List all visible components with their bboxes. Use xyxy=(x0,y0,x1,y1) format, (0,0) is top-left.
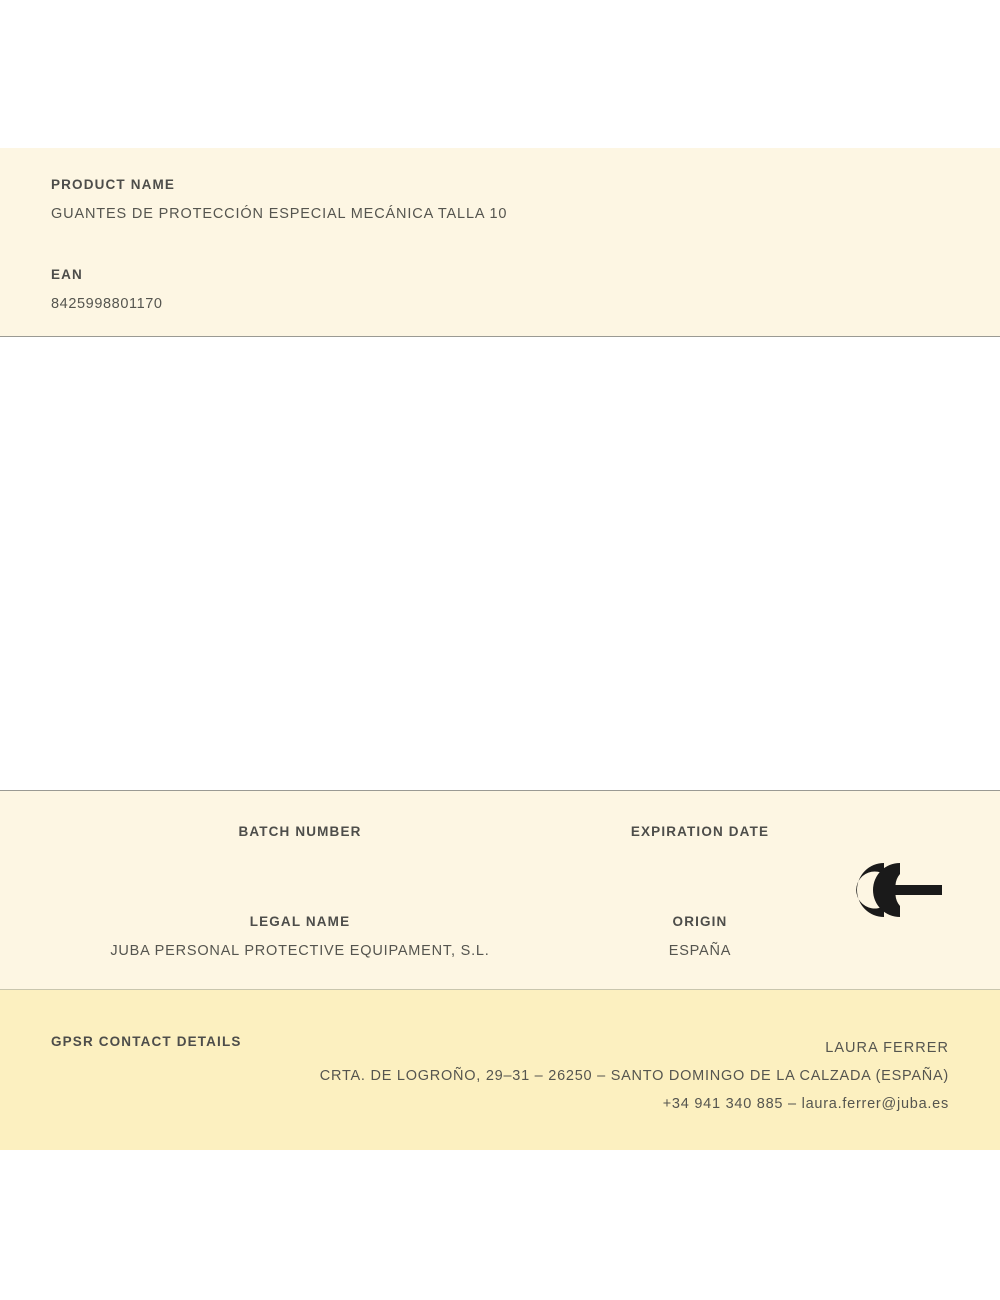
gpsr-contact-phone-email: +34 941 340 885 – laura.ferrer@juba.es xyxy=(662,1096,949,1112)
ce-mark-icon xyxy=(842,853,952,927)
gpsr-contact-section xyxy=(0,990,1000,1150)
product-details-section xyxy=(0,148,1000,337)
gpsr-contact-address: CRTA. DE LOGROÑO, 29–31 – 26250 – SANTO DOMINGO DE LA CALZADA (ESPAÑA) xyxy=(319,1068,949,1084)
ean-value: 8425998801170 xyxy=(51,296,163,312)
batch-number-label: BATCH NUMBER xyxy=(238,824,362,839)
gpsr-contact-details-label: GPSR CONTACT DETAILS xyxy=(51,1034,242,1049)
product-name-label: PRODUCT NAME xyxy=(51,177,176,192)
ean-label: EAN xyxy=(51,267,83,282)
origin-label: ORIGIN xyxy=(672,914,728,929)
gpsr-contact-name: LAURA FERRER xyxy=(825,1040,949,1056)
empty-content-area xyxy=(0,337,1000,790)
gpsr-contact-lines xyxy=(249,1034,949,1118)
bottom-margin-area xyxy=(0,1150,1000,1300)
top-margin-area xyxy=(0,0,1000,148)
origin-value: ESPAÑA xyxy=(668,943,732,959)
expiration-date-label: EXPIRATION DATE xyxy=(630,824,770,839)
product-name-value: GUANTES DE PROTECCIÓN ESPECIAL MECÁNICA TALLA 10 xyxy=(51,206,508,222)
batch-and-legal-section xyxy=(0,790,1000,990)
legal-name-label: LEGAL NAME xyxy=(249,914,351,929)
legal-name-value: JUBA PERSONAL PROTECTIVE EQUIPAMENT, S.L. xyxy=(110,943,490,959)
